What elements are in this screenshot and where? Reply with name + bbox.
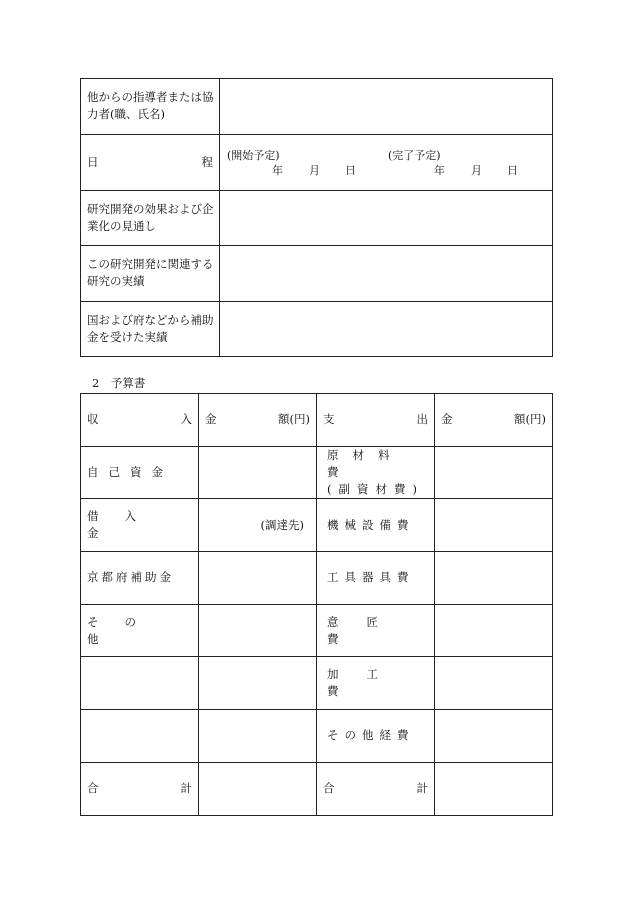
related-research-label: この研究開発に関連する研究の実績 <box>81 246 220 302</box>
income-item <box>81 499 199 552</box>
table-row <box>81 710 553 763</box>
expense-label: 意匠費 <box>327 614 406 646</box>
income-amount-field[interactable] <box>199 552 317 605</box>
advisor-label: 他からの指導者または協力者(職、氏名) <box>81 79 220 135</box>
expense-item <box>317 657 435 710</box>
end-month: 月 <box>471 163 482 177</box>
income-header <box>81 394 199 447</box>
table-row <box>81 79 553 135</box>
start-year: 年 <box>272 163 283 177</box>
expense-label: 加工費 <box>327 667 406 699</box>
income-item <box>81 604 199 657</box>
subsidy-history-label: 国および府などから補助金を受けた実績 <box>81 301 220 357</box>
income-item <box>81 657 199 710</box>
table-row <box>81 552 553 605</box>
start-day: 日 <box>345 163 356 177</box>
schedule-label <box>81 134 220 190</box>
income-total-label <box>81 762 199 815</box>
budget-table <box>80 393 553 816</box>
income-label: 京都府補助金 <box>87 570 174 585</box>
table-row <box>81 246 553 302</box>
expense-label: その他経費 <box>327 728 415 743</box>
end-year: 年 <box>434 163 445 177</box>
expense-header-left: 支 <box>323 412 335 427</box>
expense-header-right: 出 <box>416 412 428 427</box>
expense-label: 原材料費 <box>327 448 404 480</box>
table-row <box>81 657 553 710</box>
expense-item <box>317 710 435 763</box>
start-label: (開始予定) <box>227 148 280 162</box>
expense-amount-field[interactable] <box>435 552 553 605</box>
income-item <box>81 710 199 763</box>
loan-source-note: (調達先) <box>260 517 304 532</box>
related-research-field[interactable] <box>220 246 553 302</box>
effect-field[interactable] <box>220 190 553 246</box>
expense-item <box>317 604 435 657</box>
amount-header-2-right: 額(円) <box>514 412 546 427</box>
expense-total-field[interactable] <box>435 762 553 815</box>
expense-total-label <box>317 762 435 815</box>
end-label: (完了予定) <box>388 148 441 162</box>
income-item <box>81 552 199 605</box>
expense-label: 機械設備費 <box>327 517 415 532</box>
schedule-field[interactable] <box>220 134 553 190</box>
table-row <box>81 134 553 190</box>
income-amount-field[interactable] <box>199 657 317 710</box>
total-row <box>81 762 553 815</box>
income-amount-field[interactable] <box>199 710 317 763</box>
schedule-label-left: 日 <box>87 154 99 169</box>
schedule-label-right: 程 <box>201 154 213 169</box>
expense-amount-field[interactable] <box>435 446 553 499</box>
expense-item <box>317 499 435 552</box>
expense-header <box>317 394 435 447</box>
income-label: 借入金 <box>87 509 162 541</box>
income-label: 自己資金 <box>87 465 173 480</box>
expense-amount-field[interactable] <box>435 710 553 763</box>
advisor-field[interactable] <box>220 79 553 135</box>
income-total-field[interactable] <box>199 762 317 815</box>
subsidy-history-field[interactable] <box>220 301 553 357</box>
effect-label: 研究開発の効果および企業化の見通し <box>81 190 220 246</box>
table-row <box>81 446 553 499</box>
project-info-table <box>80 78 553 357</box>
expense-label: 工具器具費 <box>327 570 415 585</box>
income-header-right: 入 <box>180 412 192 427</box>
table-row <box>81 301 553 357</box>
expense-sublabel: (副資材費) <box>327 482 424 497</box>
total-left: 合 <box>87 781 99 796</box>
expense-amount-field[interactable] <box>435 604 553 657</box>
expense-item <box>317 552 435 605</box>
table-row <box>81 604 553 657</box>
expense-amount-field[interactable] <box>435 499 553 552</box>
total-right: 計 <box>180 781 192 796</box>
budget-header-row <box>81 394 553 447</box>
amount-header-2-left: 金 <box>441 412 453 427</box>
budget-heading: 2 予算書 <box>92 376 146 390</box>
end-day: 日 <box>507 163 518 177</box>
total-left: 合 <box>323 781 335 796</box>
table-row <box>81 190 553 246</box>
amount-header-2 <box>435 394 553 447</box>
income-amount-field[interactable] <box>199 499 317 552</box>
expense-amount-field[interactable] <box>435 657 553 710</box>
total-right: 計 <box>416 781 428 796</box>
amount-header-1 <box>199 394 317 447</box>
income-amount-field[interactable] <box>199 604 317 657</box>
income-amount-field[interactable] <box>199 446 317 499</box>
income-item <box>81 446 199 499</box>
amount-header-1-left: 金 <box>205 412 217 427</box>
start-month: 月 <box>309 163 320 177</box>
amount-header-1-right: 額(円) <box>278 412 310 427</box>
expense-item <box>317 446 435 499</box>
table-row <box>81 499 553 552</box>
income-label: その他 <box>87 614 162 646</box>
income-header-left: 収 <box>87 412 99 427</box>
